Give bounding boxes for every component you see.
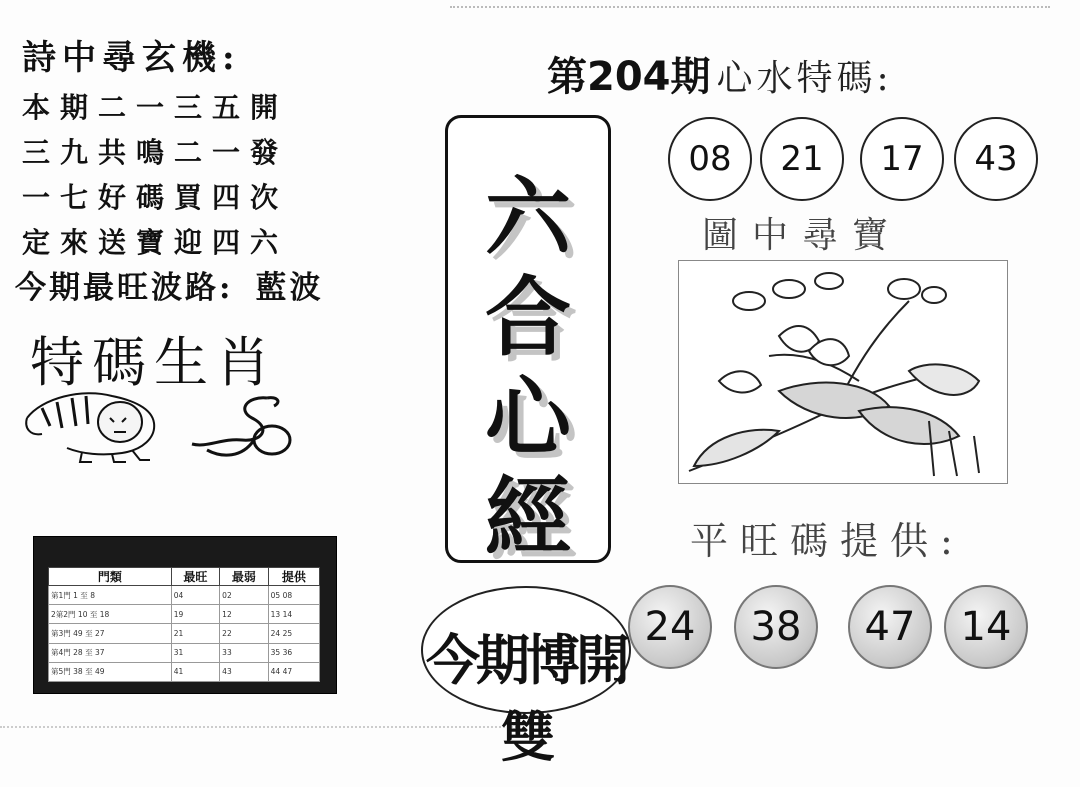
table-header: 最旺 [171, 568, 219, 586]
wave-label: 今期最旺波路: [15, 270, 234, 306]
wave-value: 藍波 [255, 270, 324, 306]
door-table-wrapper [48, 567, 320, 682]
picture-caption: 圖中尋寶 [702, 215, 903, 256]
poem-line-3: 一七好碼買四次 [22, 181, 289, 214]
zodiac-title: 特碼生肖 [30, 331, 278, 394]
table-cell: 35 36 [268, 643, 319, 662]
table-cell: 33 [220, 643, 268, 662]
special-number-ball: 17 [860, 117, 944, 201]
table-cell: 43 [220, 662, 268, 681]
issue-number: 第204期 [547, 54, 711, 100]
poem-title: 詩中尋玄機: [22, 38, 241, 78]
table-row [49, 586, 320, 605]
table-cell: 12 [220, 605, 268, 624]
special-number-ball: 08 [668, 117, 752, 201]
liuhe-xinjing-panel [445, 115, 611, 568]
panel-char: 心 [485, 367, 571, 468]
table-header: 提供 [268, 568, 319, 586]
table-cell: 第1門 1 至 8 [49, 586, 172, 605]
wave-line [15, 262, 323, 307]
table-row [49, 624, 320, 643]
poem-line-2: 三九共鳴二一發 [22, 136, 289, 169]
poem-block [22, 30, 288, 265]
provided-number-ball: 38 [734, 585, 818, 669]
table-cell: 第3門 49 至 27 [49, 624, 172, 643]
provided-number-ball: 47 [848, 585, 932, 669]
table-cell: 22 [220, 624, 268, 643]
table-cell: 21 [171, 624, 219, 643]
table-header: 門類 [49, 568, 172, 586]
table-cell: 24 25 [268, 624, 319, 643]
table-cell: 13 14 [268, 605, 319, 624]
odd-even-oval [421, 586, 631, 769]
special-number-ball: 21 [760, 117, 844, 201]
tiger-icon [26, 393, 154, 462]
special-number-ball: 43 [954, 117, 1038, 201]
flower-bird-illustration [678, 260, 1008, 484]
issue-subtitle: 心水特碼: [716, 58, 893, 99]
panel-char: 六 [485, 167, 571, 268]
table-cell: 44 47 [268, 662, 319, 681]
table-cell: 04 [171, 586, 219, 605]
issue-title [547, 45, 893, 102]
table-row [49, 605, 320, 624]
provided-number-ball: 14 [944, 585, 1028, 669]
table-cell: 2第2門 10 至 18 [49, 605, 172, 624]
poem-line-4: 定來送寶迎四六 [22, 226, 289, 259]
table-header-row [49, 568, 320, 586]
table-cell: 41 [171, 662, 219, 681]
door-table-panel [33, 536, 337, 694]
door-table [48, 567, 320, 682]
provide-label: 平旺碼提供: [690, 519, 965, 563]
provided-number-ball: 24 [628, 585, 712, 669]
tiger-snake-illustration [22, 378, 332, 468]
table-cell: 第4門 28 至 37 [49, 643, 172, 662]
flower-branch-icon [689, 273, 979, 476]
table-row [49, 643, 320, 662]
table-row [49, 662, 320, 681]
poem-line-1: 本期二一三五開 [22, 91, 289, 124]
snake-icon [192, 398, 290, 456]
panel-char: 經 [485, 467, 571, 568]
panel-char: 合 [485, 267, 571, 368]
table-cell: 05 08 [268, 586, 319, 605]
table-cell: 第5門 38 至 49 [49, 662, 172, 681]
noise-dots-top [450, 6, 1050, 10]
table-header: 最弱 [220, 568, 268, 586]
table-cell: 19 [171, 605, 219, 624]
table-cell: 02 [220, 586, 268, 605]
oval-text: 今期博開雙 [426, 628, 626, 769]
table-cell: 31 [171, 643, 219, 662]
